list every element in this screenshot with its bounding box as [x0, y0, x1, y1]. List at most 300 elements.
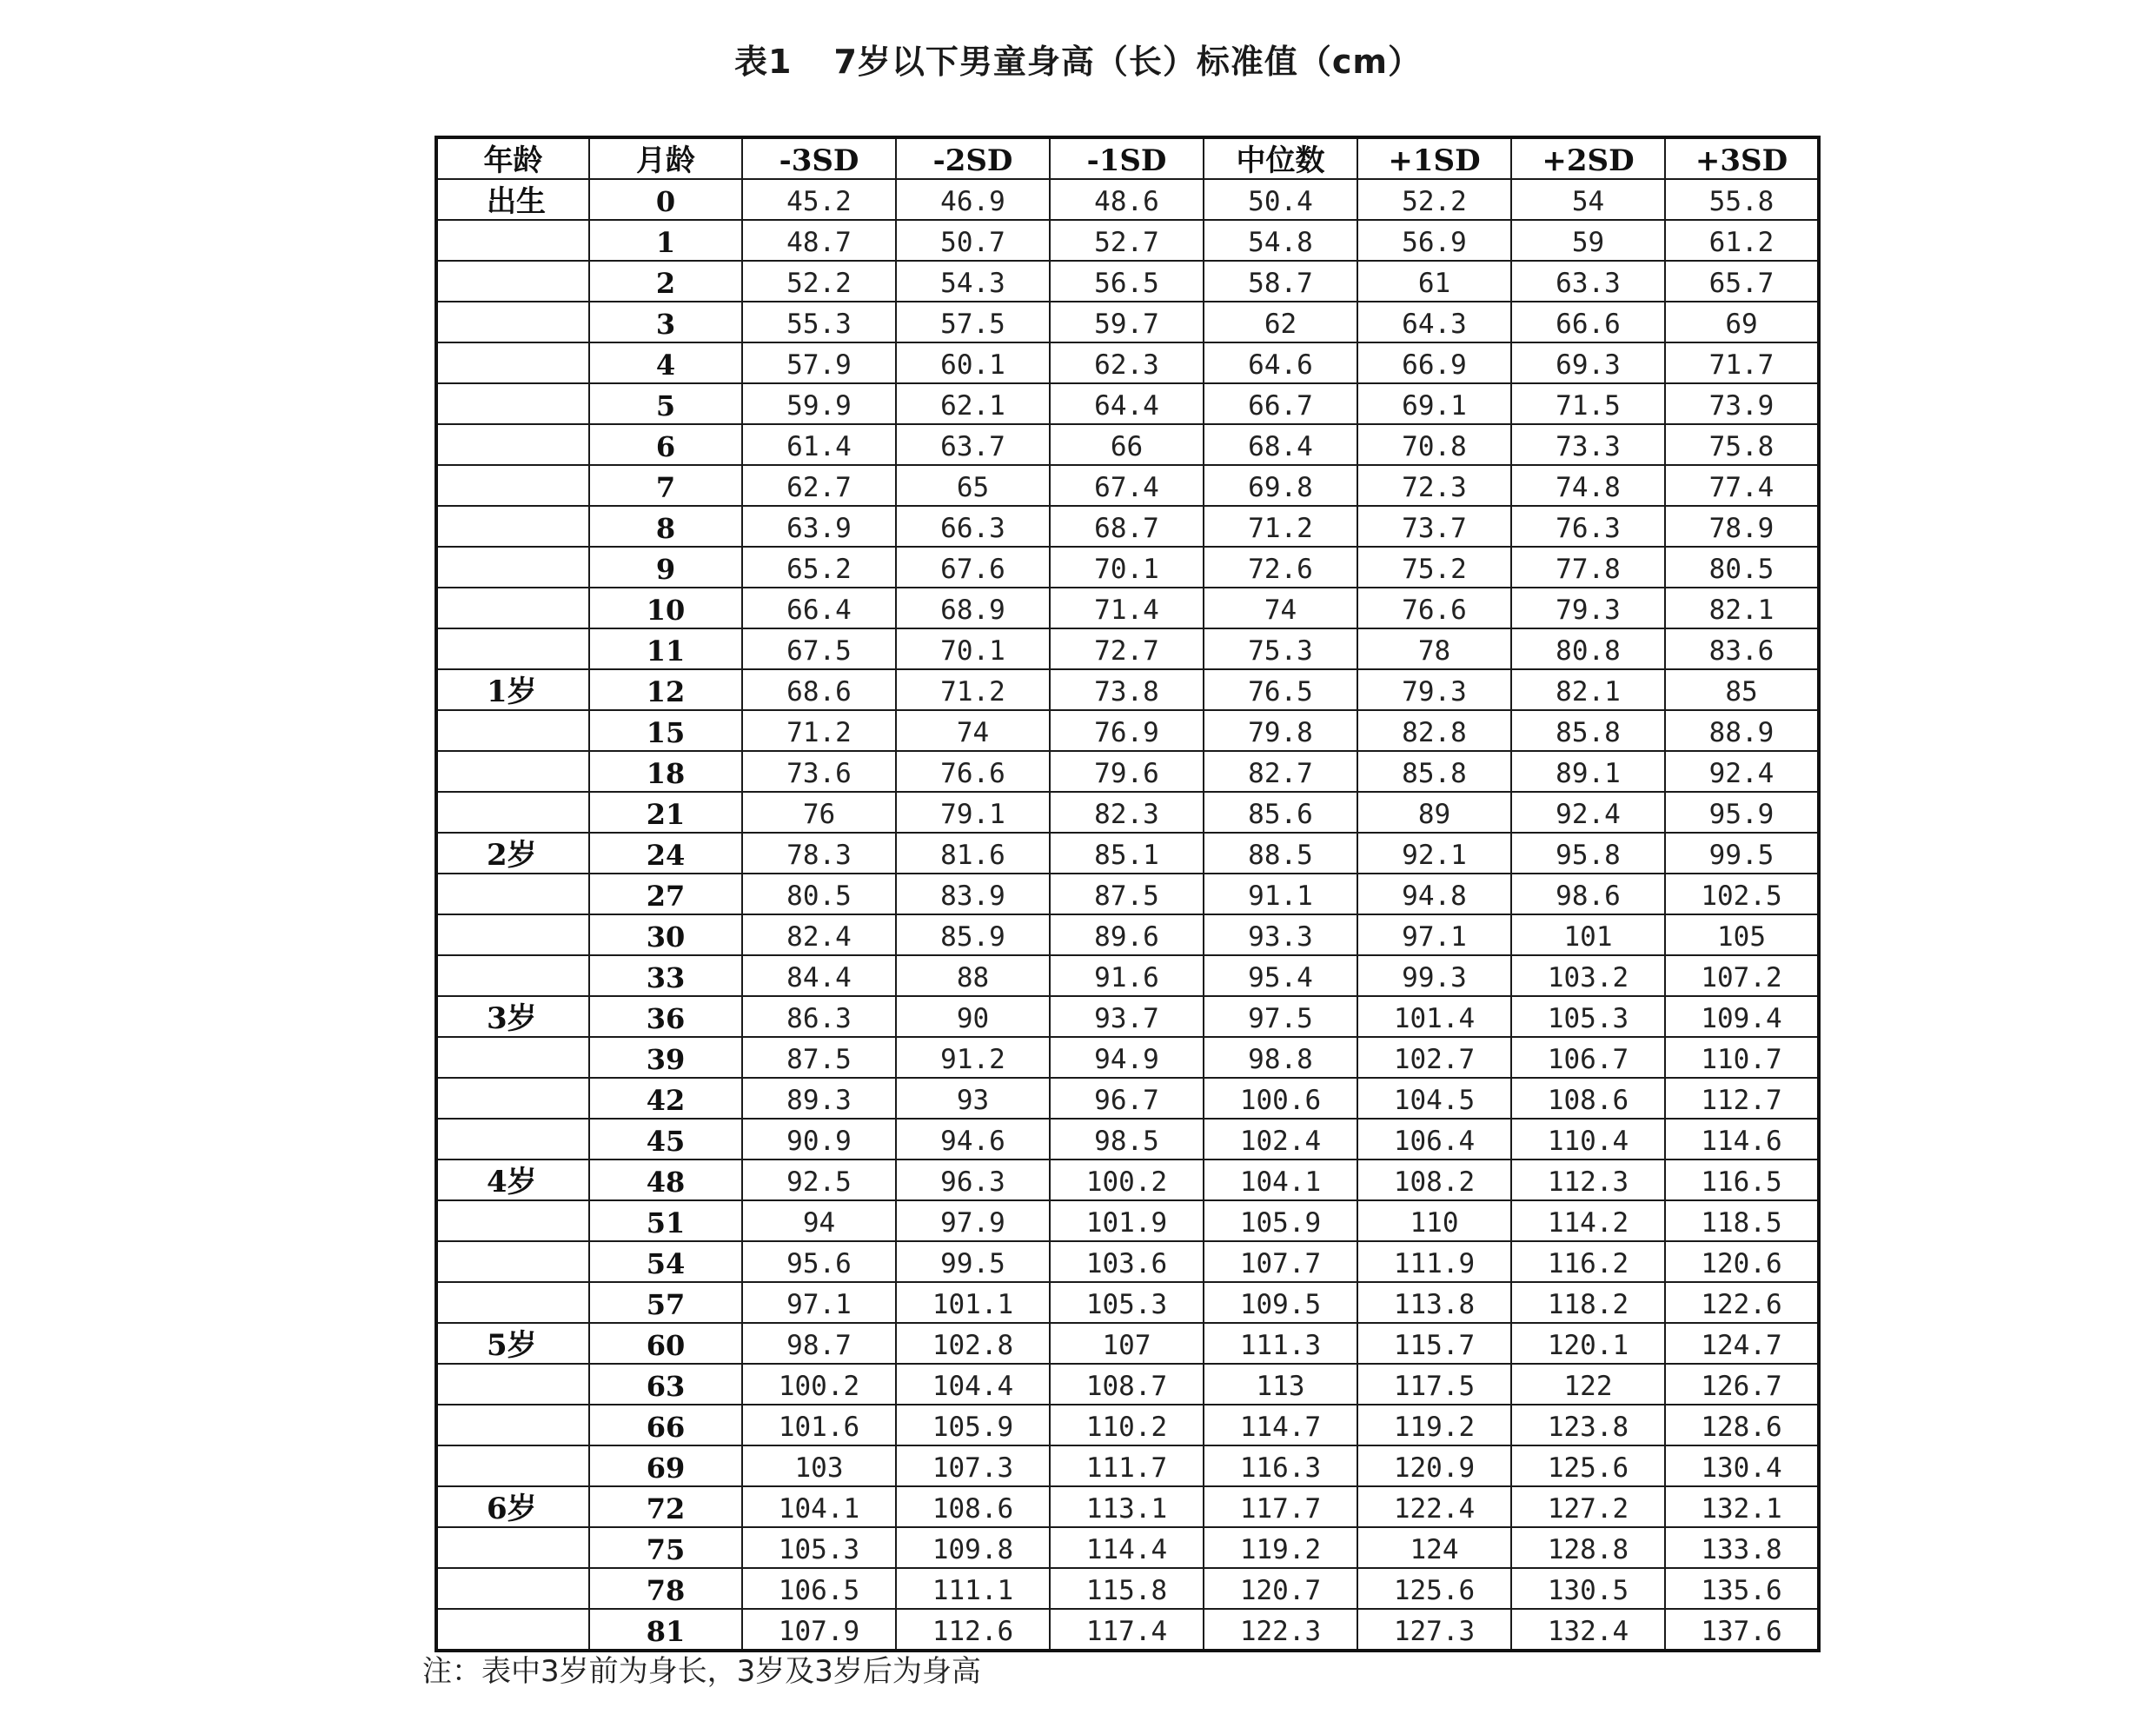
value-cell: 115.8: [1050, 1568, 1204, 1609]
month-cell: 60: [589, 1323, 742, 1364]
value-cell: 77.8: [1511, 547, 1665, 588]
age-cell: [436, 1078, 589, 1119]
value-cell: 107.3: [896, 1445, 1050, 1486]
value-cell: 93.3: [1204, 914, 1357, 955]
table-row: [436, 1200, 1819, 1241]
table-row: [436, 833, 1819, 874]
value-cell: 74: [1204, 588, 1357, 628]
value-cell: 107.7: [1204, 1241, 1357, 1282]
value-cell: 90.9: [742, 1119, 896, 1160]
age-cell: 6岁: [436, 1486, 589, 1527]
value-cell: 79.8: [1204, 710, 1357, 751]
value-cell: 68.9: [896, 588, 1050, 628]
value-cell: 67.6: [896, 547, 1050, 588]
table-row: [436, 1364, 1819, 1405]
value-cell: 63.9: [742, 506, 896, 547]
table-row: [436, 996, 1819, 1037]
value-cell: 132.1: [1665, 1486, 1819, 1527]
value-cell: 50.4: [1204, 179, 1357, 220]
value-cell: 130.5: [1511, 1568, 1665, 1609]
value-cell: 110: [1357, 1200, 1511, 1241]
value-cell: 100.2: [742, 1364, 896, 1405]
value-cell: 89.3: [742, 1078, 896, 1119]
table-row: [436, 1160, 1819, 1200]
age-cell: [436, 506, 589, 547]
age-cell: [436, 710, 589, 751]
column-header-age: 年龄: [436, 137, 589, 179]
column-header-month: 月龄: [589, 137, 742, 179]
value-cell: 116.5: [1665, 1160, 1819, 1200]
value-cell: 110.4: [1511, 1119, 1665, 1160]
value-cell: 110.7: [1665, 1037, 1819, 1078]
value-cell: 63.7: [896, 424, 1050, 465]
value-cell: 62.7: [742, 465, 896, 506]
value-cell: 76: [742, 792, 896, 833]
month-cell: 81: [589, 1609, 742, 1651]
value-cell: 65.2: [742, 547, 896, 588]
value-cell: 105.9: [1204, 1200, 1357, 1241]
value-cell: 128.6: [1665, 1405, 1819, 1445]
age-cell: 5岁: [436, 1323, 589, 1364]
value-cell: 117.7: [1204, 1486, 1357, 1527]
value-cell: 89: [1357, 792, 1511, 833]
value-cell: 103.6: [1050, 1241, 1204, 1282]
value-cell: 96.7: [1050, 1078, 1204, 1119]
table-row: [436, 792, 1819, 833]
age-cell: [436, 383, 589, 424]
value-cell: 76.6: [1357, 588, 1511, 628]
value-cell: 124: [1357, 1527, 1511, 1568]
value-cell: 93: [896, 1078, 1050, 1119]
table-row: [436, 342, 1819, 383]
value-cell: 71.7: [1665, 342, 1819, 383]
value-cell: 108.7: [1050, 1364, 1204, 1405]
value-cell: 73.7: [1357, 506, 1511, 547]
month-cell: 42: [589, 1078, 742, 1119]
age-cell: [436, 342, 589, 383]
value-cell: 98.5: [1050, 1119, 1204, 1160]
value-cell: 110.2: [1050, 1405, 1204, 1445]
age-cell: 3岁: [436, 996, 589, 1037]
month-cell: 78: [589, 1568, 742, 1609]
value-cell: 112.3: [1511, 1160, 1665, 1200]
value-cell: 114.6: [1665, 1119, 1819, 1160]
month-cell: 9: [589, 547, 742, 588]
value-cell: 102.4: [1204, 1119, 1357, 1160]
age-cell: [436, 588, 589, 628]
table-row: [436, 710, 1819, 751]
value-cell: 79.6: [1050, 751, 1204, 792]
value-cell: 89.6: [1050, 914, 1204, 955]
value-cell: 57.9: [742, 342, 896, 383]
value-cell: 107.2: [1665, 955, 1819, 996]
value-cell: 101: [1511, 914, 1665, 955]
age-cell: [436, 424, 589, 465]
value-cell: 68.6: [742, 669, 896, 710]
table-row: [436, 874, 1819, 914]
value-cell: 95.4: [1204, 955, 1357, 996]
value-cell: 67.4: [1050, 465, 1204, 506]
table-row: [436, 383, 1819, 424]
table-row: [436, 179, 1819, 220]
value-cell: 52.7: [1050, 220, 1204, 261]
value-cell: 118.5: [1665, 1200, 1819, 1241]
value-cell: 88.9: [1665, 710, 1819, 751]
value-cell: 104.1: [742, 1486, 896, 1527]
age-cell: [436, 302, 589, 342]
value-cell: 135.6: [1665, 1568, 1819, 1609]
value-cell: 106.7: [1511, 1037, 1665, 1078]
value-cell: 73.8: [1050, 669, 1204, 710]
value-cell: 70.8: [1357, 424, 1511, 465]
value-cell: 99.5: [896, 1241, 1050, 1282]
value-cell: 73.9: [1665, 383, 1819, 424]
value-cell: 64.4: [1050, 383, 1204, 424]
value-cell: 68.7: [1050, 506, 1204, 547]
month-cell: 5: [589, 383, 742, 424]
month-cell: 4: [589, 342, 742, 383]
month-cell: 7: [589, 465, 742, 506]
column-header-plus2sd: +2SD: [1511, 137, 1665, 179]
value-cell: 66.7: [1204, 383, 1357, 424]
value-cell: 75.3: [1204, 628, 1357, 669]
table-row: [436, 751, 1819, 792]
month-cell: 36: [589, 996, 742, 1037]
value-cell: 114.7: [1204, 1405, 1357, 1445]
value-cell: 50.7: [896, 220, 1050, 261]
value-cell: 93.7: [1050, 996, 1204, 1037]
value-cell: 55.3: [742, 302, 896, 342]
value-cell: 76.3: [1511, 506, 1665, 547]
value-cell: 101.4: [1357, 996, 1511, 1037]
value-cell: 68.4: [1204, 424, 1357, 465]
value-cell: 79.1: [896, 792, 1050, 833]
age-cell: [436, 1119, 589, 1160]
table-row: [436, 547, 1819, 588]
table-row: [436, 1527, 1819, 1568]
value-cell: 58.7: [1204, 261, 1357, 302]
age-cell: [436, 261, 589, 302]
table-header-row: [436, 137, 1819, 179]
value-cell: 70.1: [896, 628, 1050, 669]
value-cell: 66.6: [1511, 302, 1665, 342]
value-cell: 75.8: [1665, 424, 1819, 465]
value-cell: 60.1: [896, 342, 1050, 383]
value-cell: 127.2: [1511, 1486, 1665, 1527]
height-standard-table: [435, 136, 1821, 1652]
age-cell: [436, 1037, 589, 1078]
value-cell: 79.3: [1357, 669, 1511, 710]
value-cell: 119.2: [1204, 1527, 1357, 1568]
value-cell: 94: [742, 1200, 896, 1241]
value-cell: 104.5: [1357, 1078, 1511, 1119]
table-body: [436, 179, 1819, 1651]
value-cell: 105.9: [896, 1405, 1050, 1445]
age-cell: [436, 874, 589, 914]
value-cell: 96.3: [896, 1160, 1050, 1200]
value-cell: 130.4: [1665, 1445, 1819, 1486]
table-row: [436, 1486, 1819, 1527]
age-cell: [436, 1609, 589, 1651]
value-cell: 81.6: [896, 833, 1050, 874]
value-cell: 116.3: [1204, 1445, 1357, 1486]
table-row: [436, 1609, 1819, 1651]
value-cell: 104.4: [896, 1364, 1050, 1405]
value-cell: 74.8: [1511, 465, 1665, 506]
value-cell: 63.3: [1511, 261, 1665, 302]
value-cell: 88: [896, 955, 1050, 996]
age-cell: [436, 955, 589, 996]
value-cell: 126.7: [1665, 1364, 1819, 1405]
month-cell: 12: [589, 669, 742, 710]
table-row: [436, 1078, 1819, 1119]
month-cell: 48: [589, 1160, 742, 1200]
age-cell: [436, 628, 589, 669]
value-cell: 117.4: [1050, 1609, 1204, 1651]
value-cell: 137.6: [1665, 1609, 1819, 1651]
value-cell: 48.6: [1050, 179, 1204, 220]
value-cell: 83.9: [896, 874, 1050, 914]
value-cell: 122.4: [1357, 1486, 1511, 1527]
value-cell: 61.4: [742, 424, 896, 465]
month-cell: 1: [589, 220, 742, 261]
value-cell: 111.3: [1204, 1323, 1357, 1364]
age-cell: [436, 220, 589, 261]
table-row: [436, 669, 1819, 710]
value-cell: 45.2: [742, 179, 896, 220]
value-cell: 70.1: [1050, 547, 1204, 588]
value-cell: 54.8: [1204, 220, 1357, 261]
table-row: [436, 1568, 1819, 1609]
value-cell: 76.9: [1050, 710, 1204, 751]
value-cell: 62.3: [1050, 342, 1204, 383]
value-cell: 112.7: [1665, 1078, 1819, 1119]
value-cell: 111.9: [1357, 1241, 1511, 1282]
value-cell: 78: [1357, 628, 1511, 669]
value-cell: 89.1: [1511, 751, 1665, 792]
value-cell: 82.4: [742, 914, 896, 955]
value-cell: 109.5: [1204, 1282, 1357, 1323]
value-cell: 72.6: [1204, 547, 1357, 588]
value-cell: 91.2: [896, 1037, 1050, 1078]
value-cell: 97.5: [1204, 996, 1357, 1037]
value-cell: 56.5: [1050, 261, 1204, 302]
value-cell: 88.5: [1204, 833, 1357, 874]
table-row: [436, 955, 1819, 996]
value-cell: 98.6: [1511, 874, 1665, 914]
value-cell: 123.8: [1511, 1405, 1665, 1445]
value-cell: 106.4: [1357, 1119, 1511, 1160]
value-cell: 85.8: [1357, 751, 1511, 792]
value-cell: 80.8: [1511, 628, 1665, 669]
value-cell: 132.4: [1511, 1609, 1665, 1651]
value-cell: 57.5: [896, 302, 1050, 342]
value-cell: 48.7: [742, 220, 896, 261]
value-cell: 102.7: [1357, 1037, 1511, 1078]
value-cell: 120.7: [1204, 1568, 1357, 1609]
value-cell: 108.6: [1511, 1078, 1665, 1119]
value-cell: 46.9: [896, 179, 1050, 220]
value-cell: 69.1: [1357, 383, 1511, 424]
column-header-plus3sd: +3SD: [1665, 137, 1819, 179]
value-cell: 102.8: [896, 1323, 1050, 1364]
table-container: [435, 136, 1818, 1648]
value-cell: 56.9: [1357, 220, 1511, 261]
value-cell: 105: [1665, 914, 1819, 955]
value-cell: 82.1: [1511, 669, 1665, 710]
value-cell: 78.9: [1665, 506, 1819, 547]
value-cell: 120.1: [1511, 1323, 1665, 1364]
value-cell: 133.8: [1665, 1527, 1819, 1568]
month-cell: 63: [589, 1364, 742, 1405]
value-cell: 78.3: [742, 833, 896, 874]
column-header-plus1sd: +1SD: [1357, 137, 1511, 179]
value-cell: 109.4: [1665, 996, 1819, 1037]
value-cell: 109.8: [896, 1527, 1050, 1568]
table-row: [436, 1445, 1819, 1486]
table-row: [436, 506, 1819, 547]
value-cell: 82.3: [1050, 792, 1204, 833]
value-cell: 101.9: [1050, 1200, 1204, 1241]
month-cell: 69: [589, 1445, 742, 1486]
value-cell: 92.4: [1665, 751, 1819, 792]
value-cell: 69: [1665, 302, 1819, 342]
value-cell: 62.1: [896, 383, 1050, 424]
value-cell: 82.8: [1357, 710, 1511, 751]
value-cell: 108.2: [1357, 1160, 1511, 1200]
value-cell: 73.3: [1511, 424, 1665, 465]
value-cell: 105.3: [1050, 1282, 1204, 1323]
month-cell: 0: [589, 179, 742, 220]
month-cell: 75: [589, 1527, 742, 1568]
value-cell: 65: [896, 465, 1050, 506]
value-cell: 59.9: [742, 383, 896, 424]
value-cell: 59: [1511, 220, 1665, 261]
value-cell: 71.2: [1204, 506, 1357, 547]
value-cell: 127.3: [1357, 1609, 1511, 1651]
value-cell: 80.5: [1665, 547, 1819, 588]
age-cell: 1岁: [436, 669, 589, 710]
value-cell: 95.8: [1511, 833, 1665, 874]
value-cell: 103: [742, 1445, 896, 1486]
value-cell: 122.3: [1204, 1609, 1357, 1651]
value-cell: 71.2: [896, 669, 1050, 710]
value-cell: 76.6: [896, 751, 1050, 792]
month-cell: 2: [589, 261, 742, 302]
value-cell: 100.2: [1050, 1160, 1204, 1200]
age-cell: [436, 1445, 589, 1486]
value-cell: 125.6: [1357, 1568, 1511, 1609]
value-cell: 97.9: [896, 1200, 1050, 1241]
value-cell: 98.8: [1204, 1037, 1357, 1078]
value-cell: 113.8: [1357, 1282, 1511, 1323]
month-cell: 15: [589, 710, 742, 751]
value-cell: 116.2: [1511, 1241, 1665, 1282]
value-cell: 99.5: [1665, 833, 1819, 874]
value-cell: 113: [1204, 1364, 1357, 1405]
month-cell: 27: [589, 874, 742, 914]
value-cell: 105.3: [742, 1527, 896, 1568]
value-cell: 97.1: [1357, 914, 1511, 955]
table-row: [436, 1405, 1819, 1445]
value-cell: 118.2: [1511, 1282, 1665, 1323]
value-cell: 71.5: [1511, 383, 1665, 424]
value-cell: 101.1: [896, 1282, 1050, 1323]
value-cell: 91.6: [1050, 955, 1204, 996]
age-cell: [436, 792, 589, 833]
table-row: [436, 424, 1819, 465]
table-row: [436, 1323, 1819, 1364]
value-cell: 99.3: [1357, 955, 1511, 996]
value-cell: 59.7: [1050, 302, 1204, 342]
value-cell: 76.5: [1204, 669, 1357, 710]
month-cell: 21: [589, 792, 742, 833]
month-cell: 24: [589, 833, 742, 874]
value-cell: 92.5: [742, 1160, 896, 1200]
value-cell: 61.2: [1665, 220, 1819, 261]
value-cell: 120.6: [1665, 1241, 1819, 1282]
value-cell: 54: [1511, 179, 1665, 220]
value-cell: 115.7: [1357, 1323, 1511, 1364]
value-cell: 82.1: [1665, 588, 1819, 628]
value-cell: 95.9: [1665, 792, 1819, 833]
month-cell: 45: [589, 1119, 742, 1160]
age-cell: 出生: [436, 179, 589, 220]
value-cell: 66.4: [742, 588, 896, 628]
month-cell: 11: [589, 628, 742, 669]
value-cell: 91.1: [1204, 874, 1357, 914]
value-cell: 112.6: [896, 1609, 1050, 1651]
value-cell: 94.6: [896, 1119, 1050, 1160]
value-cell: 55.8: [1665, 179, 1819, 220]
value-cell: 103.2: [1511, 955, 1665, 996]
month-cell: 30: [589, 914, 742, 955]
value-cell: 52.2: [1357, 179, 1511, 220]
value-cell: 79.3: [1511, 588, 1665, 628]
age-cell: [436, 1527, 589, 1568]
value-cell: 69.8: [1204, 465, 1357, 506]
table-row: [436, 1119, 1819, 1160]
month-cell: 72: [589, 1486, 742, 1527]
value-cell: 111.7: [1050, 1445, 1204, 1486]
value-cell: 85.9: [896, 914, 1050, 955]
value-cell: 85.8: [1511, 710, 1665, 751]
value-cell: 97.1: [742, 1282, 896, 1323]
value-cell: 125.6: [1511, 1445, 1665, 1486]
value-cell: 77.4: [1665, 465, 1819, 506]
value-cell: 111.1: [896, 1568, 1050, 1609]
value-cell: 72.3: [1357, 465, 1511, 506]
age-cell: [436, 1405, 589, 1445]
value-cell: 74: [896, 710, 1050, 751]
value-cell: 71.2: [742, 710, 896, 751]
value-cell: 122.6: [1665, 1282, 1819, 1323]
value-cell: 102.5: [1665, 874, 1819, 914]
month-cell: 33: [589, 955, 742, 996]
value-cell: 107: [1050, 1323, 1204, 1364]
value-cell: 84.4: [742, 955, 896, 996]
value-cell: 87.5: [742, 1037, 896, 1078]
value-cell: 114.4: [1050, 1527, 1204, 1568]
value-cell: 124.7: [1665, 1323, 1819, 1364]
table-number: 表1: [733, 43, 793, 81]
table-row: [436, 914, 1819, 955]
value-cell: 71.4: [1050, 588, 1204, 628]
value-cell: 85.1: [1050, 833, 1204, 874]
value-cell: 95.6: [742, 1241, 896, 1282]
value-cell: 66.9: [1357, 342, 1511, 383]
month-cell: 54: [589, 1241, 742, 1282]
